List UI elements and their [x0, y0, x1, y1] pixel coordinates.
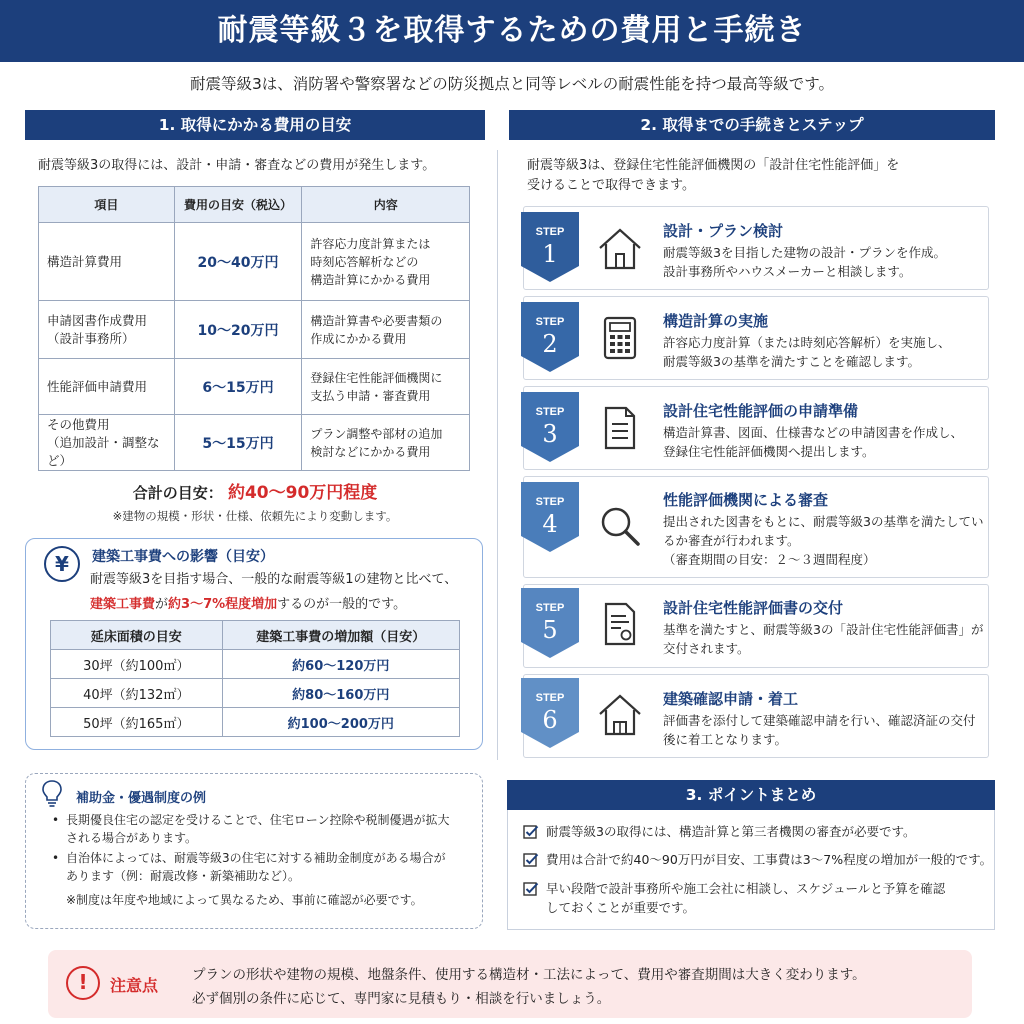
checkbox-icon — [523, 852, 539, 868]
step-word: STEP — [535, 316, 565, 328]
cost-item-line: （設計事務所） — [47, 330, 135, 346]
desc-line: プラン調整や部材の追加 — [310, 426, 443, 441]
area-cell: 40坪（約132㎡） — [51, 679, 223, 708]
desc-line: 構造計算書や必要書類の — [310, 313, 443, 328]
step-title: 設計住宅性能評価書の交付 — [663, 599, 844, 617]
table-row — [39, 415, 470, 471]
bullet-mark: • — [52, 813, 60, 827]
area-table-header — [51, 621, 460, 650]
point-item — [546, 879, 945, 917]
exclamation-icon: ! — [66, 966, 100, 1000]
area-cost-table — [50, 620, 460, 737]
desc-line: 作成にかかる費用 — [310, 331, 407, 346]
step-badge-6 — [521, 678, 579, 750]
steps-intro — [527, 156, 899, 196]
cost-desc — [302, 301, 470, 359]
point-line: しておくことが重要です。 — [546, 900, 696, 915]
step-desc — [663, 620, 983, 658]
bullet-line: 長期優良住宅の認定を受けることで、住宅ローン控除や税制優遇が拡大 — [66, 813, 450, 827]
cost-item-line: （追加設計・調整など） — [47, 434, 160, 468]
table-row — [39, 359, 470, 415]
step-badge-2 — [521, 302, 579, 374]
table-row — [51, 708, 460, 737]
subsidy-bullet — [66, 849, 446, 885]
table-row — [51, 650, 460, 679]
increase-cell: 約60〜120万円 — [222, 650, 459, 679]
step-word: STEP — [535, 406, 565, 418]
cost-price: 10〜20万円 — [174, 301, 302, 359]
cost-desc — [302, 223, 470, 301]
caution-line: プランの形状や建物の規模、地盤条件、使用する構造材・工法によって、費用や審査期間は大きく変わります。 — [192, 967, 866, 983]
step-word: STEP — [535, 602, 565, 614]
column-header: 項目 — [39, 187, 175, 223]
point-line: 早い段階で設計事務所や施工会社に相談し、スケジュールと予算を確認 — [546, 881, 946, 896]
step-title: 設計住宅性能評価の申請準備 — [663, 402, 859, 420]
desc-line: （審査期間の目安：２〜３週間程度） — [663, 552, 876, 567]
desc-line: 評価書を添付して建築確認申請を行い、確認済証の交付 — [663, 713, 976, 728]
cost-item — [39, 359, 175, 415]
desc-line: 基準を満たすと、耐震等級3の「設計住宅性能評価書」が — [663, 622, 984, 637]
cost-price: 6〜15万円 — [174, 359, 302, 415]
step-number: 4 — [542, 510, 558, 538]
column-divider — [497, 150, 498, 760]
cost-item — [39, 223, 175, 301]
step-title: 構造計算の実施 — [663, 312, 769, 330]
cost-item — [39, 301, 175, 359]
bullet-mark: • — [52, 851, 60, 865]
caution-box — [48, 950, 972, 1018]
cost-item-line: 構造計算費用 — [47, 253, 123, 269]
desc-line: るか審査が行われます。 — [663, 533, 800, 548]
desc-line: 許容応力度計算または — [310, 236, 431, 251]
step-title: 設計・プラン検討 — [663, 222, 784, 240]
cost-desc — [302, 359, 470, 415]
table-row — [39, 301, 470, 359]
cost-intro: 耐震等級3の取得には、設計・申請・審査などの費用が発生します。 — [38, 158, 436, 173]
construction-line-1: 耐震等級3を目指す場合、一般的な耐震等級1の建物と比べて、 — [90, 572, 458, 587]
step-badge-5 — [521, 588, 579, 660]
yen-icon: ¥ — [44, 546, 80, 582]
point-item: 費用は合計で約40〜90万円が目安、工事費は3〜7%程度の増加が一般的です。 — [546, 852, 993, 867]
cost-table-header — [39, 187, 470, 223]
desc-line: 構造計算にかかる費用 — [310, 272, 431, 287]
step-badge-1 — [521, 212, 579, 284]
increase-cell: 約100〜200万円 — [222, 708, 459, 737]
construction-box-title: 建築工事費への影響（目安） — [92, 549, 274, 565]
certificate-icon — [596, 600, 644, 648]
desc-line: 交付されます。 — [663, 641, 750, 656]
column-header: 内容 — [302, 187, 470, 223]
area-cell: 30坪（約100㎡） — [51, 650, 223, 679]
desc-line: 構造計算書、図面、仕様書などの申請図書を作成し、 — [663, 425, 964, 440]
step-number: 3 — [542, 420, 558, 448]
bullet-line: 自治体によっては、耐震等級3の住宅に対する補助金制度がある場合が — [66, 851, 446, 865]
step-badge-3 — [521, 392, 579, 464]
column-header: 費用の目安（税込） — [174, 187, 302, 223]
desc-line: 許容応力度計算（または時刻応答解析）を実施し、 — [663, 335, 951, 350]
bullet-line: あります（例：耐震改修・新築補助など）。 — [66, 869, 301, 883]
step-word: STEP — [535, 226, 565, 238]
desc-line: 支払う申請・審査費用 — [310, 388, 431, 403]
bullet-line: される場合があります。 — [66, 831, 198, 845]
cost-item-line: 性能評価申請費用 — [47, 378, 148, 394]
step-word: STEP — [535, 692, 565, 704]
caution-line: 必ず個別の条件に応じて、専門家に見積もり・相談を行いましょう。 — [192, 991, 611, 1007]
cost-item — [39, 415, 175, 471]
intro-line: 受けることで取得できます。 — [527, 178, 695, 193]
step-number: 5 — [542, 616, 558, 644]
desc-line: 後に着工となります。 — [663, 732, 788, 747]
step-title: 性能評価機関による審査 — [663, 491, 829, 509]
points-section-heading: 3. ポイントまとめ — [507, 780, 995, 810]
total-value: 約40〜90万円程度 — [227, 483, 378, 503]
cost-section-heading: 1. 取得にかかる費用の目安 — [25, 110, 485, 140]
cost-price: 5〜15万円 — [174, 415, 302, 471]
cost-item-line: その他費用 — [47, 416, 110, 432]
desc-line: 耐震等級3の基準を満たすことを確認します。 — [663, 354, 920, 369]
desc-line: 登録住宅性能評価機関へ提出します。 — [663, 444, 875, 459]
subsidy-title: 補助金・優遇制度の例 — [76, 791, 207, 806]
cost-desc — [302, 415, 470, 471]
magnifier-icon — [596, 502, 644, 550]
step-number: 6 — [542, 706, 558, 734]
column-header: 建築工事費の増加額（目安） — [222, 621, 459, 650]
cost-price: 20〜40万円 — [174, 223, 302, 301]
point-item: 耐震等級3の取得には、構造計算と第三者機関の審査が必要です。 — [546, 824, 916, 839]
step-desc — [663, 333, 951, 371]
calculator-icon — [596, 314, 644, 362]
subsidy-note: ※制度は年度や地域によって異なるため、事前に確認が必要です。 — [66, 893, 423, 907]
desc-line: 耐震等級3を目指した建物の設計・プランを作成。 — [663, 245, 946, 260]
step-badge-4 — [521, 482, 579, 554]
desc-line: 時刻応答解析などの — [310, 254, 419, 269]
step-desc — [663, 423, 963, 461]
house-build-icon — [596, 690, 644, 738]
table-row — [39, 223, 470, 301]
checkbox-icon — [523, 881, 539, 897]
lightbulb-icon — [40, 779, 64, 809]
table-row — [51, 679, 460, 708]
construction-line-2 — [90, 593, 406, 612]
step-number: 1 — [542, 240, 558, 268]
desc-line: 登録住宅性能評価機関に — [310, 370, 443, 385]
highlight-text: 建築工事費 — [90, 597, 156, 612]
plain-text: するのが一般的です。 — [277, 597, 407, 612]
desc-line: 設計事務所やハウスメーカーと相談します。 — [663, 264, 912, 279]
house-icon — [596, 224, 644, 272]
step-word: STEP — [535, 496, 565, 508]
total-label: 合計の目安： — [132, 484, 223, 502]
step-desc — [663, 512, 983, 569]
highlight-text: 約3〜7%程度増加 — [168, 597, 278, 612]
intro-line: 耐震等級3は、登録住宅性能評価機関の「設計住宅性能評価」を — [527, 158, 900, 173]
cost-total — [25, 478, 485, 503]
step-desc — [663, 243, 946, 281]
cost-table — [38, 186, 470, 471]
step-number: 2 — [542, 330, 558, 358]
step-title: 建築確認申請・着工 — [663, 690, 799, 708]
cost-note: ※建物の規模・形状・仕様、依頼先により変動します。 — [112, 509, 398, 523]
plain-text: が — [155, 597, 169, 612]
steps-section-heading: 2. 取得までの手続きとステップ — [509, 110, 995, 140]
checkbox-icon — [523, 824, 539, 840]
document-icon — [596, 404, 644, 452]
page-subtitle: 耐震等級3は、消防署や警察署などの防災拠点と同等レベルの耐震性能を持つ最高等級です。 — [189, 75, 835, 93]
increase-cell: 約80〜160万円 — [222, 679, 459, 708]
step-desc — [663, 711, 976, 749]
desc-line: 検討などにかかる費用 — [310, 444, 431, 459]
subsidy-bullet — [66, 811, 450, 847]
desc-line: 提出された図書をもとに、耐震等級3の基準を満たしてい — [663, 514, 984, 529]
caution-label: 注意点 — [110, 976, 159, 995]
area-cell: 50坪（約165㎡） — [51, 708, 223, 737]
column-header: 延床面積の目安 — [51, 621, 223, 650]
cost-item-line: 申請図書作成費用 — [47, 312, 148, 328]
page-title: 耐震等級３を取得するための費用と手続き — [0, 0, 1024, 62]
